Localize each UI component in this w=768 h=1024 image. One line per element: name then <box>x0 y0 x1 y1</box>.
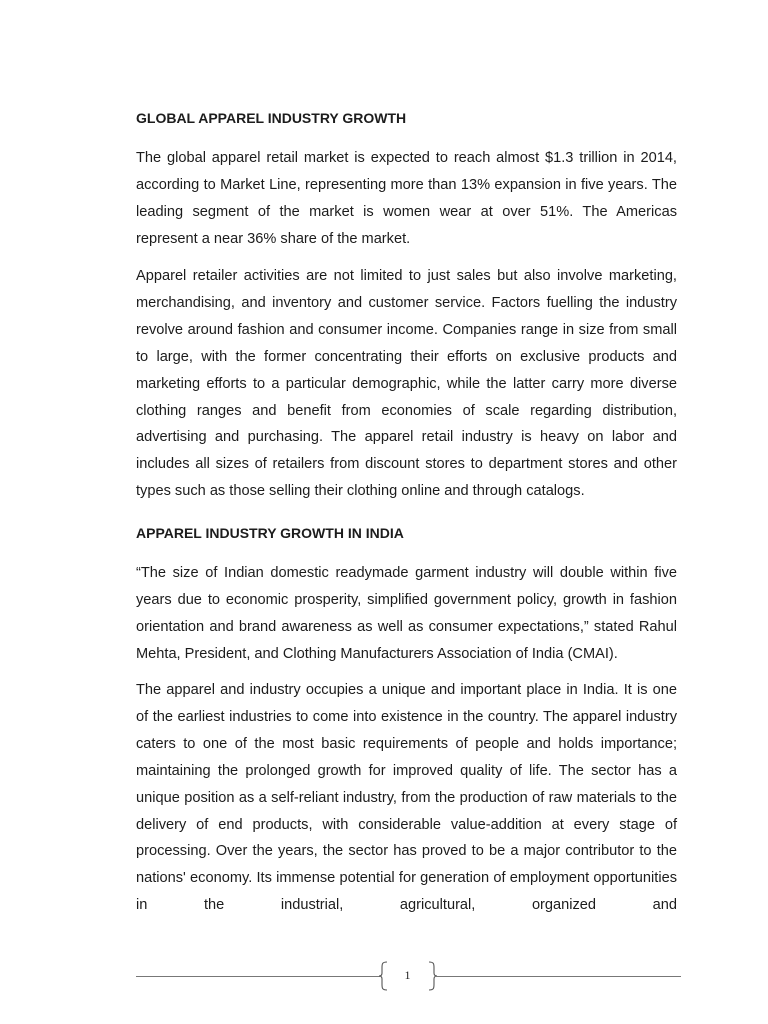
paragraph-global-market: The global apparel retail market is expected to reach almost $1.3 trillion in 2014, according to Market Line, representing more than 13% expansion in five years. The leading segment of the market is women wear at over 51%. The Americas represent a near 36% share of the market. <box>136 150 677 247</box>
page-number: 1 <box>404 968 411 982</box>
footer-rule-left <box>136 976 380 977</box>
page-footer <box>136 960 681 992</box>
paragraph-india-industry: The apparel and industry occupies a unique and important place in India. It is one of the earliest industries to come into existence in the country. The apparel industry caters to one of the most basic requirements of people and holds importance; maintaining the prolonged growth for improved quality of life. The sector has a unique position as a self-reliant industry, from the production of raw materials to the delivery of end products, with considerable value-addition at every stage of processing. Over the years, the sector has proved to be a major contributor to the nations' economy. Its immense potential for generation of employment opportunities in the industrial, agricultural, organized and <box>136 682 677 914</box>
section-heading-global: GLOBAL APPAREL INDUSTRY GROWTH <box>136 110 407 126</box>
paragraph-cmai-quote: “The size of Indian domestic readymade garment industry will double within five years due to economic prosperity, simplified government policy, growth in fashion orientation and brand awareness as well as consumer expectations,” stated Rahul Mehta, President, and Clothing Manufacturers Association of India (CMAI). <box>136 565 677 662</box>
footer-rule-right <box>435 976 681 977</box>
paragraph-retailer-activities: Apparel retailer activities are not limited to just sales but also involve marketing, merchandising, and inventory and customer service. Factors fuelling the industry revolve around fashion and consumer income. Companies range in size from small to large, with the former concentrating their efforts on exclusive products and marketing efforts to a particular demographic, while the latter carry more diverse clothing ranges and benefit from economies of scale regarding distribution, advertising and purchasing. The apparel retail industry is heavy on labor and includes all sizes of retailers from discount stores to department stores and other types such as those selling their clothing online and through catalogs. <box>136 268 677 500</box>
section-heading-india: APPAREL INDUSTRY GROWTH IN INDIA <box>136 525 404 541</box>
